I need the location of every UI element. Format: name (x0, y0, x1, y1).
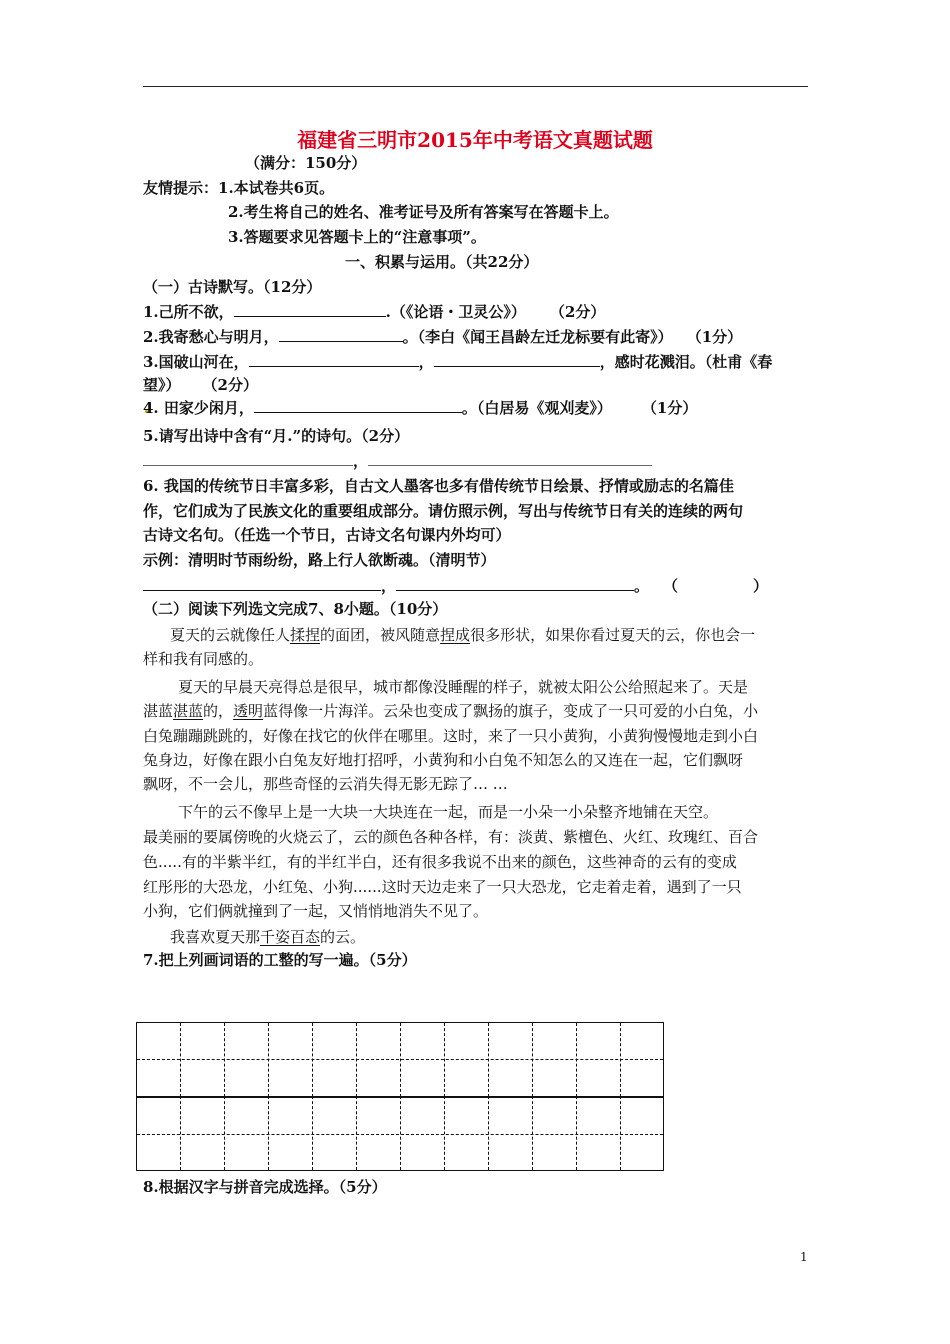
question-6-text: 作，它们成为了民族文化的重要组成部分。请仿照示例，写出与传统节日有关的连续的两句 (143, 502, 744, 520)
question-text: ， (418, 353, 434, 371)
grid-line (620, 1023, 621, 1097)
question-1 (143, 300, 605, 323)
grid-line (444, 1096, 445, 1170)
grid-line (400, 1023, 401, 1097)
score-label: （2分） (549, 303, 606, 321)
tips-label: 友情提示： (143, 179, 219, 197)
grid-line (576, 1023, 577, 1097)
tips-label-line (143, 177, 334, 199)
passage-text: 的面团，被风随意 (320, 626, 441, 644)
section-heading: 一、积累与运用。（共22分） (345, 253, 539, 271)
question-5-answer (143, 449, 652, 472)
passage-text: 湛蓝 (143, 702, 174, 720)
question-4 (143, 396, 697, 419)
grid-line (268, 1023, 269, 1097)
answer-blank[interactable] (143, 574, 381, 591)
passage-text: 很多形状，如果你看过夏天的云，你也会一 (470, 626, 756, 644)
passage-line (170, 926, 365, 948)
question-text: 4. 田家少闲月， (143, 399, 254, 417)
score-label: （1分） (641, 399, 698, 417)
question-text: 2.我寄愁心与明月， (143, 328, 279, 346)
grid-line (444, 1023, 445, 1097)
separator: ， (353, 452, 369, 470)
passage-line: 色.....有的半紫半红，有的半红半白，还有很多我说不出来的颜色，这些神奇的云有的变成 (143, 853, 737, 871)
grid-line (620, 1096, 621, 1170)
passage-text: 夏天的云就像任人 (170, 626, 291, 644)
score-label: （2分） (202, 376, 258, 394)
passage-line: 下午的云不像早上是一大块一大块连在一起，而是一小朵一小朵整齐地铺在天空。 (178, 803, 719, 821)
passage-line: 兔身边，好像在跟小白兔友好地打招呼，小黄狗和小白兔不知怎么的又连在一起，它们飘呀 (143, 751, 744, 769)
grid-line (312, 1023, 313, 1097)
grid-line (532, 1023, 533, 1097)
question-6-text: 古诗文名句。（任选一个节日，古诗文名句课内外均可） (143, 526, 511, 544)
separator: ， (381, 577, 397, 595)
passage-line: 样和我有同感的。 (143, 650, 264, 668)
passage-line: 白兔蹦蹦跳跳的，好像在找它的伙伴在哪里。这时，来了一只小黄狗，小黄狗慢慢地走到小白 (143, 727, 759, 745)
answer-blank[interactable] (254, 396, 462, 413)
question-3-cont (143, 374, 258, 396)
underlined-word: 捏成 (440, 626, 471, 644)
question-text: .（《论语・卫灵公》） (385, 303, 526, 321)
question-text: 。（李白《闻王昌龄左迁龙标要有此寄》） (402, 328, 673, 346)
grid-line (400, 1096, 401, 1170)
answer-blank[interactable] (279, 325, 403, 342)
passage-line: 夏天的早晨天亮得总是很早，城市都像没睡醒的样子，就被太阳公公给照起来了。天是 (178, 678, 749, 696)
grid-line (180, 1096, 181, 1170)
grid-line (312, 1096, 313, 1170)
grid-line (488, 1096, 489, 1170)
grid-line (532, 1096, 533, 1170)
underlined-word: 揉捏 (290, 626, 321, 644)
page-title: 福建省三明市2015年中考语文真题试题 (297, 128, 653, 152)
grid-line (180, 1023, 181, 1097)
answer-blank[interactable] (143, 449, 353, 466)
question-text: 望》） (143, 376, 181, 394)
grid-line (137, 1134, 663, 1135)
question-7: 7.把上列画词语的工整的写一遍。（5分） (143, 951, 417, 969)
passage-line: 红彤彤的大恐龙，小红兔、小狗......这时天边走来了一只大恐龙，它走着走着，遇到了一只 (143, 878, 742, 896)
festival-paren: （ ） (663, 577, 769, 595)
grid-line (268, 1096, 269, 1170)
answer-blank[interactable] (249, 350, 419, 367)
underlined-word: 千姿百态 (260, 928, 321, 946)
question-6-answer (143, 574, 768, 597)
answer-blank[interactable] (434, 350, 600, 367)
writing-grid[interactable] (136, 1022, 664, 1098)
separator: 。 (634, 577, 650, 595)
underlined-word: 湛蓝 (173, 702, 204, 720)
passage-line (170, 624, 755, 646)
grid-line (137, 1096, 663, 1097)
question-text: 。（白居易《观刈麦》） (461, 399, 612, 417)
header-rule (143, 86, 808, 87)
question-text: 1.己所不欲， (143, 303, 234, 321)
grid-line (488, 1023, 489, 1097)
passage-text: 的云。 (320, 928, 366, 946)
writing-grid[interactable] (136, 1096, 664, 1171)
grid-line (356, 1096, 357, 1170)
answer-blank[interactable] (234, 300, 386, 317)
grid-line (137, 1059, 663, 1060)
full-score: （满分：150分） (245, 154, 367, 172)
answer-blank[interactable] (368, 449, 652, 466)
passage-line: 小狗，它们俩就撞到了一起，又悄悄地消失不见了。 (143, 902, 489, 920)
tip-item: 1.本试卷共6页。 (218, 179, 335, 197)
question-text: 3.国破山河在， (143, 353, 249, 371)
question-6-example: 示例：清明时节雨纷纷，路上行人欲断魂。（清明节） (143, 551, 496, 569)
question-8: 8.根据汉字与拼音完成选择。（5分） (143, 1178, 387, 1196)
question-3 (143, 350, 772, 373)
grid-line (356, 1023, 357, 1097)
tip-item: 3.答题要求见答题卡上的“注意事项”。 (228, 228, 486, 246)
passage-text: 蓝得像一片海洋。云朵也变成了飘扬的旗子，变成了一只可爱的小白兔，小 (263, 702, 759, 720)
grid-line (224, 1096, 225, 1170)
question-text: ，感时花溅泪。（杜甫《春 (599, 353, 773, 371)
passage-line: 飘呀，不一会儿，那些奇怪的云消失得无影无踪了… … (143, 775, 508, 793)
grid-line (224, 1023, 225, 1097)
score-label: （1分） (686, 328, 743, 346)
passage-text: 我喜欢夏天那 (170, 928, 261, 946)
passage-line (143, 700, 758, 722)
tip-item: 2.考生将自己的姓名、准考证号及所有答案写在答题卡上。 (228, 203, 619, 221)
part-heading: （二）阅读下列选文完成7、8小题。（10分） (143, 600, 448, 618)
underlined-word: 透明 (233, 702, 264, 720)
question-6-text: 6. 我国的传统节日丰富多彩，自古文人墨客也多有借传统节日绘景、抒情或励志的名篇佳 (143, 477, 734, 495)
passage-text: 的， (203, 702, 234, 720)
part-heading: （一）古诗默写。（12分） (143, 278, 322, 296)
question-2 (143, 325, 742, 348)
grid-line (576, 1096, 577, 1170)
passage-line: 最美丽的要属傍晚的火烧云了，云的颜色各种各样，有：淡黄、紫檀色、火红、玫瑰红、百合 (143, 828, 759, 846)
answer-blank[interactable] (396, 574, 634, 591)
page-number: 1 (800, 1250, 808, 1264)
question-5: 5.请写出诗中含有“月.”的诗句。（2分） (143, 427, 410, 445)
